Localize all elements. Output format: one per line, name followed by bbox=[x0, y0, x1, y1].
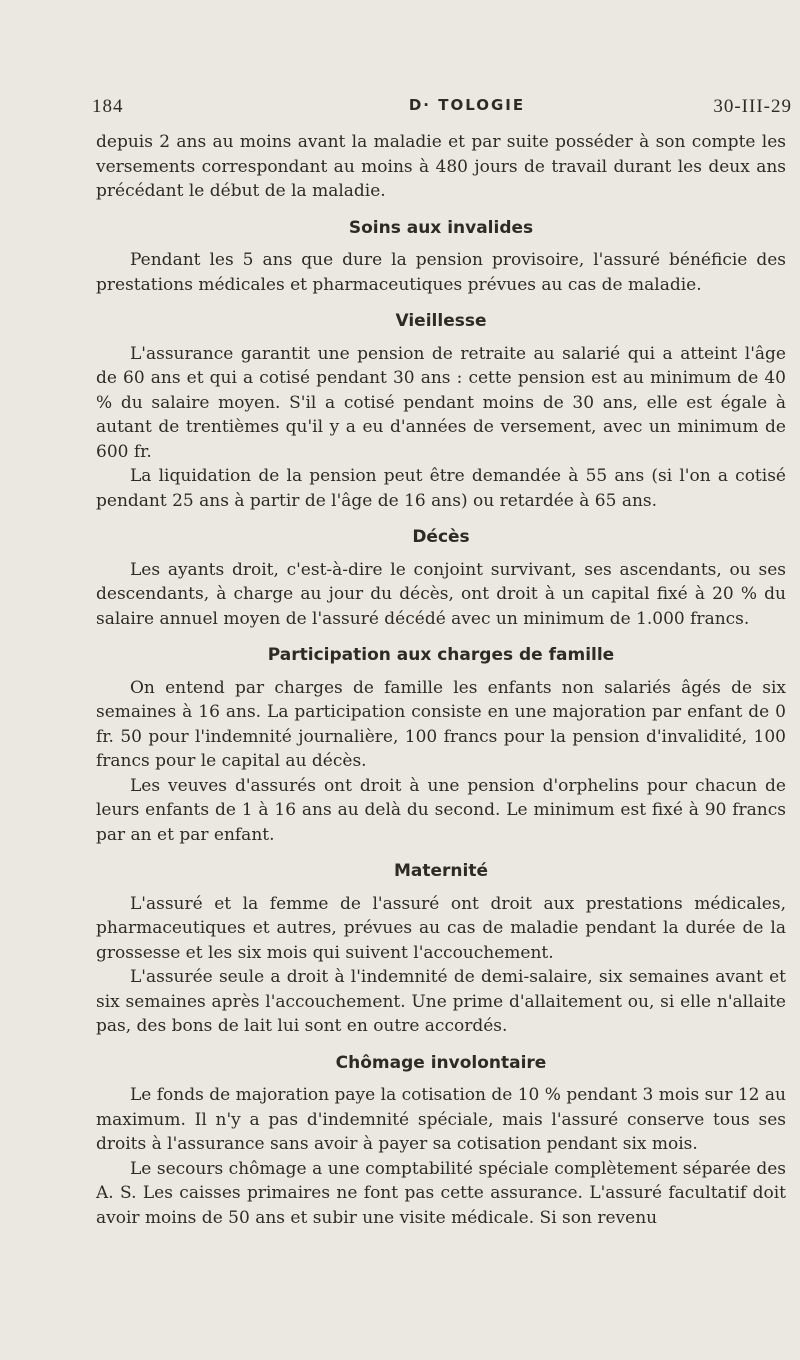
page-body bbox=[96, 130, 786, 1230]
running-header bbox=[92, 96, 792, 126]
paragraph: Pendant les 5 ans que dure la pension provisoire, l'assuré bénéficie des prestations médicales et pharmaceutiques prévues au cas de maladie. bbox=[96, 250, 786, 295]
section-heading: Décès bbox=[412, 527, 470, 547]
section-heading: Soins aux invalides bbox=[348, 217, 534, 238]
paragraph: Les ayants droit, c'est-à-dire le conjoint survivant, ses ascendants, ou ses descendants, à charge au jour du décès, ont droit à un capital fixé à 20 % du salaire annuel moyen de l'assuré décédé avec un minimum de 1.000 francs. bbox=[96, 559, 786, 629]
paragraph: On entend par charges de famille les enfants non salariés âgés de six semaines à 16 ans. La participation consiste en une majoration par enfant de 0 fr. 50 pour l'indemnité journalière, 100 francs pour la pension d'invalidité, 100 francs pour le capital au décès. bbox=[96, 677, 786, 771]
paragraph: L'assurance garantit une pension de retraite au salarié qui a atteint l'âge de 60 ans et qui a cotisé pendant 30 ans : cette pension est au minimum de 40 % du salaire moyen. S'il a cotisé pendant moins de 30 ans, elle est égale à autant de trentièmes qu'il y a eu d'années de versement, avec un minimum de 600 fr. bbox=[96, 343, 786, 462]
section-heading: Participation aux charges de famille bbox=[267, 645, 615, 665]
paragraph: depuis 2 ans au moins avant la maladie et par suite posséder à son compte les versements correspondant au moins à 480 jours de travail durant les deux ans précédant le début de la maladie. bbox=[96, 132, 786, 201]
running-title: D· TOLOGIE bbox=[408, 96, 526, 114]
section-heading: Maternité bbox=[393, 861, 488, 881]
paragraph: L'assuré et la femme de l'assuré ont droit aux prestations médicales, pharmaceutiques et autres, prévues au cas de maladie pendant la durée de la grossesse et les six mois qui suivent l'accouchement. bbox=[96, 893, 786, 963]
paragraph: Le fonds de majoration paye la cotisation de 10 % pendant 3 mois sur 12 au maximum. Il n'y a pas d'indemnité spéciale, mais l'assuré conserve tous ses droits à l'assurance sans avoir à payer sa cotisation pendant six mois. bbox=[96, 1085, 786, 1154]
paragraph: La liquidation de la pension peut être demandée à 55 ans (si l'on a cotisé pendant 25 ans à partir de l'âge de 16 ans) ou retardée à 65 ans. bbox=[96, 466, 786, 511]
section-heading: Vieillesse bbox=[395, 311, 487, 331]
section-heading: Chômage involontaire bbox=[335, 1052, 547, 1073]
paragraph: L'assurée seule a droit à l'indemnité de demi-salaire, six semaines avant et six semaines après l'accouchement. Une prime d'allaitement ou, si elle n'allaite pas, des bons de lait lui sont en outre accordés. bbox=[96, 967, 786, 1036]
page-number: 184 bbox=[92, 96, 124, 117]
paragraph: Les veuves d'assurés ont droit à une pension d'orphelins pour chacun de leurs enfants de 1 à 16 ans au delà du second. Le minimum est fixé à 90 francs par an et par enfant. bbox=[96, 775, 786, 845]
header-date: 30-III-29 bbox=[713, 96, 792, 117]
paragraph: Le secours chômage a une comptabilité spéciale complètement séparée des A. S. Les caisses primaires ne font pas cette assurance. L'assuré facultatif doit avoir moins de 50 ans et subir une visite médicale. Si son revenu bbox=[96, 1158, 786, 1228]
